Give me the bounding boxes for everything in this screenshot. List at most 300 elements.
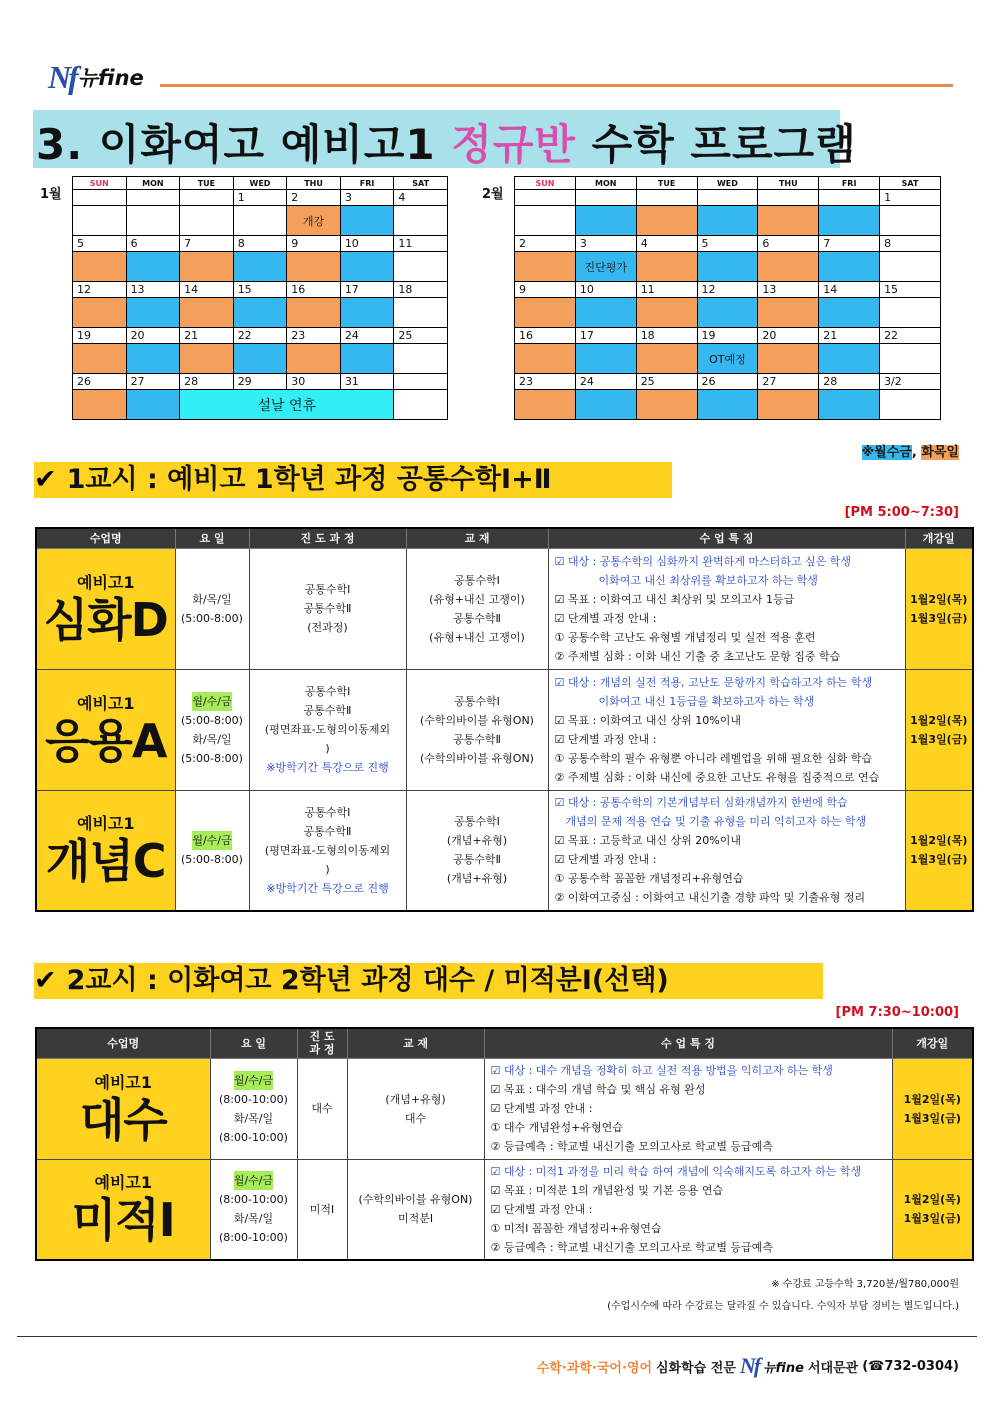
day-number: 8: [233, 236, 287, 252]
day-cell: [126, 344, 180, 374]
day-number: 14: [819, 282, 880, 298]
day-number: 3: [575, 236, 636, 252]
days-line: 화/목/일: [233, 1212, 274, 1226]
day-cell: [880, 252, 941, 282]
week-fill-row: [73, 390, 448, 420]
book-cell: [406, 548, 548, 669]
week-fill-row: [515, 206, 941, 236]
day-number: 7: [819, 236, 880, 252]
column-header: 수 업 특 징: [548, 528, 905, 548]
class-name: 개념C: [45, 834, 166, 889]
feature-line: 이화여고 내신 1등급을 확보하고자 하는 학생: [554, 694, 815, 708]
footer-label: 심화학습 전문: [656, 1360, 736, 1376]
day-cell: [180, 206, 234, 236]
day-cell: [880, 206, 941, 236]
day-number: 25: [636, 374, 697, 390]
feature-line: ① 공통수학의 필수 유형뿐 아니라 레벨업을 위해 필요한 심화 학습: [554, 751, 873, 765]
book-line: (수학의바이블 유형ON): [420, 713, 534, 727]
day-cell: [180, 344, 234, 374]
open-date: 1월3일(금): [903, 1111, 961, 1125]
weekday-fri: FRI: [819, 177, 880, 190]
weekday-wed: WED: [233, 177, 287, 190]
day-cell: [697, 298, 758, 328]
day-cell: [636, 206, 697, 236]
day-number: 8: [880, 236, 941, 252]
progress-line: 공통수학Ⅰ: [304, 685, 351, 698]
day-number: [515, 190, 576, 206]
days-line: (5:00-8:00): [181, 751, 243, 765]
day-number: 4: [636, 236, 697, 252]
column-header: 개강일: [892, 1028, 973, 1058]
section1-title: 1교시 : 예비고 1학년 과정 공통수학Ⅰ+Ⅱ: [66, 464, 552, 495]
book-line: (유형+내신 고쟁이): [429, 592, 525, 606]
class-name-cell: [36, 790, 175, 911]
weekday-thu: THU: [758, 177, 819, 190]
weekday-row: [73, 177, 448, 190]
day-number: 17: [340, 282, 394, 298]
book-line: (수학의바이블 유형ON): [358, 1193, 473, 1207]
day-number: [575, 190, 636, 206]
day-cell: [575, 344, 636, 374]
book-line: (수학의바이블 유형ON): [420, 751, 534, 765]
day-number: 20: [758, 328, 819, 344]
progress-note: ※방학기간 특강으로 진행: [266, 761, 389, 774]
holiday-cell: 설날 연휴: [180, 390, 394, 420]
class-name-cell: [36, 548, 175, 669]
day-number: 2: [515, 236, 576, 252]
title-part: 수학 프로그램: [576, 120, 857, 169]
day-cell: [73, 390, 127, 420]
book-line: 공통수학Ⅱ: [453, 611, 501, 625]
day-cell: [758, 252, 819, 282]
feature-line: ① 공통수학 고난도 유형별 개념정리 및 실전 적용 훈련: [554, 630, 816, 644]
progress-note: ※방학기간 특강으로 진행: [266, 881, 389, 895]
book-cell: [406, 669, 548, 790]
feature-line: 이화여고 내신 최상위를 확보하고자 하는 학생: [554, 573, 818, 587]
footer-branch: 서대문관: [807, 1360, 859, 1376]
week-number-row: [515, 328, 941, 344]
column-header: 개강일: [905, 528, 973, 548]
header-row: [36, 1028, 973, 1058]
days-line: (5:00-8:00): [181, 853, 243, 867]
book-line: 대수: [404, 1111, 427, 1125]
program-row: [36, 669, 973, 790]
weekday-sat: SAT: [394, 177, 448, 190]
day-cell: [575, 298, 636, 328]
week-number-row: [515, 190, 941, 206]
day-cell: [819, 252, 880, 282]
feature-line: ☑ 목표 : 미적분 1의 개념완성 및 기본 응용 연습: [490, 1183, 724, 1197]
day-number: 26: [73, 374, 127, 390]
legend-orange: 화목일: [921, 445, 959, 460]
day-number: 19: [73, 328, 127, 344]
day-number: [126, 190, 180, 206]
day-cell: [819, 344, 880, 374]
day-cell: [515, 390, 576, 420]
feature-line: ☑ 목표 : 이화여고 내신 상위 10%이내: [554, 713, 742, 727]
book-line: (개념+유형): [446, 872, 508, 886]
feature-line: ☑ 단계별 과정 안내 :: [490, 1202, 593, 1216]
feature-line: ☑ 대상 : 개념의 실전 적용, 고난도 문항까지 학습하고자 하는 학생: [554, 675, 873, 689]
class-name-cell: [36, 669, 175, 790]
book-cell: [347, 1159, 484, 1260]
week-fill-row: [515, 344, 941, 374]
day-number: 26: [697, 374, 758, 390]
footer-subjects: 수학·과학·국어·영어: [536, 1360, 652, 1376]
legend-mark: ※: [861, 445, 875, 460]
weekday-mon: MON: [126, 177, 180, 190]
day-number: 12: [697, 282, 758, 298]
days-cell: [175, 669, 249, 790]
column-header: 요 일: [210, 1028, 297, 1058]
day-number: 11: [636, 282, 697, 298]
day-cell: [73, 206, 127, 236]
day-number: [73, 190, 127, 206]
feature-line: ☑ 대상 : 공통수학의 기본개념부터 심화개념까지 한번에 학습: [554, 796, 848, 810]
weekday-tue: TUE: [180, 177, 234, 190]
day-number: 10: [340, 236, 394, 252]
day-cell: [233, 206, 287, 236]
column-header: 교 재: [406, 528, 548, 548]
column-header: 요 일: [175, 528, 249, 548]
feature-line: ☑ 목표 : 대수의 개념 학습 및 핵심 유형 완성: [490, 1083, 706, 1096]
day-cell: [515, 206, 576, 236]
week-number-row: [73, 374, 448, 390]
calendar-january: [72, 176, 448, 420]
progress-line: 공통수학Ⅰ: [304, 583, 351, 596]
days-line: 월/수/금: [192, 692, 231, 711]
check-icon: ✔: [34, 464, 57, 495]
days-line: 월/수/금: [192, 831, 231, 850]
day-cell: [819, 206, 880, 236]
feature-cell: [548, 548, 905, 669]
open-date: 1월3일(금): [910, 611, 968, 625]
legend-sep: ,: [911, 445, 922, 460]
day-number: 25: [394, 328, 448, 344]
days-line: 월/수/금: [234, 1071, 273, 1090]
weekday-sun: SUN: [73, 177, 127, 190]
weekday-wed: WED: [697, 177, 758, 190]
book-cell: [347, 1058, 484, 1159]
feature-line: ① 대수 개념완성+유형연습: [490, 1121, 623, 1134]
day-cell: [697, 390, 758, 420]
legend: [862, 441, 959, 460]
section2-header: [34, 963, 823, 999]
day-number: 24: [575, 374, 636, 390]
header-row: [36, 528, 973, 548]
day-cell: [575, 206, 636, 236]
week-number-row: [73, 190, 448, 206]
weekday-sat: SAT: [880, 177, 941, 190]
weekday-sun: SUN: [515, 177, 576, 190]
weekday-tue: TUE: [636, 177, 697, 190]
progress-cell: [249, 790, 406, 911]
open-date-cell: [905, 548, 973, 669]
day-number: 1: [880, 190, 941, 206]
day-number: [697, 190, 758, 206]
day-number: 7: [180, 236, 234, 252]
day-cell: [287, 298, 341, 328]
feature-cell: [484, 1159, 892, 1260]
open-date: 1월3일(금): [910, 853, 968, 867]
day-number: 16: [515, 328, 576, 344]
week-number-row: [515, 282, 941, 298]
day-number: [819, 190, 880, 206]
day-number: 5: [73, 236, 127, 252]
day-number: 15: [880, 282, 941, 298]
days-line: 화/목/일: [192, 592, 232, 606]
days-line: 월/수/금: [234, 1171, 273, 1190]
day-number: 18: [394, 282, 448, 298]
day-cell: [233, 298, 287, 328]
day-cell: [697, 252, 758, 282]
column-header: 수 업 특 징: [484, 1028, 892, 1058]
progress-line: ): [325, 862, 330, 876]
day-cell: [340, 298, 394, 328]
day-cell: [180, 298, 234, 328]
day-number: 9: [287, 236, 341, 252]
day-number: 27: [126, 374, 180, 390]
progress-line: ): [325, 742, 330, 755]
day-cell: [515, 298, 576, 328]
open-date: 1월2일(목): [910, 713, 968, 727]
class-name: 대수: [79, 1092, 167, 1147]
week-fill-row: [515, 252, 941, 282]
day-number: 6: [126, 236, 180, 252]
day-cell: [233, 344, 287, 374]
day-cell: [636, 298, 697, 328]
progress-line: (평면좌표-도형의이동제외: [264, 723, 391, 736]
check-icon: ✔: [34, 965, 57, 996]
day-number: 22: [233, 328, 287, 344]
progress-line: (전과정): [307, 621, 348, 634]
day-cell: [340, 206, 394, 236]
day-cell: [394, 298, 448, 328]
progress-line: 대수: [311, 1102, 333, 1115]
weekday-thu: THU: [287, 177, 341, 190]
open-date: 1월2일(목): [910, 834, 968, 848]
feature-line: ② 주제별 심화 : 이화 내신 기출 중 초고난도 문항 집중 학습: [554, 649, 841, 663]
footer-brand: 뉴fine: [763, 1360, 804, 1376]
feature-line: ② 등급예측 : 학교별 내신기출 모의고사로 학교별 등급예측: [490, 1240, 773, 1254]
feb-label: 2월: [482, 187, 504, 202]
day-number: 2: [287, 190, 341, 206]
progress-line: (평면좌표-도형의이동제외: [264, 843, 391, 857]
day-cell: [575, 390, 636, 420]
column-header: 교 재: [347, 1028, 484, 1058]
day-cell: [758, 390, 819, 420]
days-cell: [210, 1058, 297, 1159]
class-grade: 예비고1: [76, 814, 135, 834]
class-grade: 예비고1: [94, 1072, 152, 1092]
day-number: 21: [180, 328, 234, 344]
class-name: 응용A: [45, 713, 167, 768]
class-name: 심화D: [43, 592, 168, 647]
book-line: 미적분Ⅰ: [397, 1212, 434, 1226]
day-cell: [340, 344, 394, 374]
column-header: 진 도 과 정: [249, 528, 406, 548]
title-part: 3. 이화여고 예비고1: [36, 120, 452, 169]
feature-line: ② 주제별 심화 : 이화 내신에 중요한 고난도 유형을 집중적으로 연습: [554, 770, 880, 784]
day-cell: [636, 344, 697, 374]
day-number: 4: [394, 190, 448, 206]
day-cell: [880, 344, 941, 374]
book-line: 공통수학Ⅱ: [453, 853, 501, 867]
day-cell: [73, 344, 127, 374]
title-highlight: 정규반: [451, 120, 576, 169]
week-fill-row: [515, 390, 941, 420]
calendar-february: [514, 176, 941, 420]
day-cell: [126, 252, 180, 282]
day-number: 17: [575, 328, 636, 344]
days-line: 화/목/일: [192, 732, 232, 746]
fee-note: ※ 수강료 고등수학 3,720분/월780,000원: [771, 1279, 959, 1290]
week-fill-row: [73, 298, 448, 328]
week-fill-row: [73, 252, 448, 282]
day-number: 11: [394, 236, 448, 252]
section2-table: [35, 1027, 974, 1261]
class-grade: 예비고1: [94, 1173, 152, 1193]
day-cell: [394, 252, 448, 282]
feature-line: ☑ 대상 : 공통수학의 심화까지 완벽하게 마스터하고 싶은 학생: [554, 554, 852, 568]
open-date: 1월2일(목): [903, 1092, 961, 1106]
day-number: 22: [880, 328, 941, 344]
feature-cell: [548, 669, 905, 790]
feature-line: ☑ 목표 : 고등학교 내신 상위 20%이내: [554, 834, 742, 848]
progress-line: 공통수학Ⅱ: [303, 704, 352, 717]
day-cell: [394, 206, 448, 236]
open-date-cell: [905, 669, 973, 790]
day-cell: [880, 390, 941, 420]
day-cell: [819, 298, 880, 328]
day-number: 23: [515, 374, 576, 390]
class-name: 미적Ⅰ: [71, 1193, 175, 1248]
book-line: 공통수학Ⅱ: [453, 732, 501, 746]
days-line: (8:00-10:00): [219, 1231, 288, 1245]
section1-time: [PM 5:00~7:30]: [844, 505, 959, 520]
day-number: 30: [287, 374, 341, 390]
weekday-mon: MON: [575, 177, 636, 190]
week-fill-row: [73, 344, 448, 374]
progress-line: 미적Ⅰ: [309, 1202, 335, 1216]
day-cell: [819, 390, 880, 420]
feature-line: ☑ 단계별 과정 안내 :: [554, 853, 657, 867]
days-cell: [175, 790, 249, 911]
day-number: 13: [126, 282, 180, 298]
section2-title: 2교시 : 이화여고 2학년 과정 대수 / 미적분Ⅰ(선택): [66, 965, 669, 996]
day-cell: 개강: [287, 206, 341, 236]
progress-cell: [249, 669, 406, 790]
week-fill-row: [515, 298, 941, 328]
section2-time: [PM 7:30~10:00]: [835, 1005, 959, 1020]
book-cell: [406, 790, 548, 911]
day-number: 16: [287, 282, 341, 298]
open-date: 1월3일(금): [910, 732, 968, 746]
legend-blue: 월수금: [874, 445, 912, 460]
feature-line: 개념의 문제 적용 연습 및 기출 유형을 미리 익히고자 하는 학생: [554, 815, 867, 829]
day-cell: [636, 252, 697, 282]
day-number: 10: [575, 282, 636, 298]
book-line: 공통수학Ⅰ: [454, 573, 500, 587]
day-number: 28: [819, 374, 880, 390]
progress-cell: [297, 1159, 347, 1260]
day-cell: [126, 390, 180, 420]
progress-line: 공통수학Ⅱ: [303, 602, 352, 615]
logo: [48, 58, 160, 96]
day-number: 14: [180, 282, 234, 298]
day-number: 3: [340, 190, 394, 206]
feature-line: ② 등급예측 : 학교별 내신기출 모의고사로 학교별 등급예측: [490, 1140, 773, 1153]
day-number: 29: [233, 374, 287, 390]
day-number: 5: [697, 236, 758, 252]
progress-line: 공통수학Ⅱ: [303, 824, 352, 838]
feature-line: ☑ 단계별 과정 안내 :: [554, 611, 657, 625]
days-cell: [175, 548, 249, 669]
footer: [537, 1353, 959, 1379]
day-number: [758, 190, 819, 206]
week-fill-row: [73, 206, 448, 236]
open-date-cell: [892, 1159, 973, 1260]
feature-line: ☑ 목표 : 이화여고 내신 최상위 및 모의고사 1등급: [554, 592, 795, 606]
day-cell: [180, 252, 234, 282]
program-row: [36, 1159, 973, 1260]
header-divider: [160, 84, 953, 87]
day-number: [180, 190, 234, 206]
days-line: (8:00-10:00): [219, 1130, 288, 1144]
logo-mark: Nf: [48, 58, 76, 95]
feature-line: ☑ 대상 : 미적1 과정을 미리 학습 하여 개념에 익숙해지도록 하고자 하는 학생: [490, 1164, 862, 1178]
day-number: [636, 190, 697, 206]
weekday-row: [515, 177, 941, 190]
day-number: 28: [180, 374, 234, 390]
day-number: 13: [758, 282, 819, 298]
feature-cell: [484, 1058, 892, 1159]
open-date: 1월2일(목): [910, 592, 968, 606]
day-number: 24: [340, 328, 394, 344]
column-header: 진 도 과 정: [297, 1028, 347, 1058]
day-cell: [287, 344, 341, 374]
day-number: 9: [515, 282, 576, 298]
day-cell: [126, 206, 180, 236]
week-number-row: [515, 236, 941, 252]
days-line: (5:00-8:00): [181, 611, 243, 625]
column-header: 수업명: [36, 1028, 210, 1058]
fee-disclaimer: (수업시수에 따라 수강료는 달라질 수 있습니다. 수익자 부담 경비는 별도입니다.): [607, 1301, 959, 1312]
feature-line: ② 이화여고중심 : 이화여고 내신기출 경향 파악 및 기출유형 정리: [554, 891, 866, 905]
progress-cell: [249, 548, 406, 669]
open-date-cell: [892, 1058, 973, 1159]
day-cell: OT예정: [697, 344, 758, 374]
day-number: 19: [697, 328, 758, 344]
page-title: [36, 112, 857, 172]
day-cell: [287, 252, 341, 282]
progress-line: 공통수학Ⅰ: [304, 805, 351, 819]
days-line: (8:00-10:00): [219, 1193, 288, 1207]
program-row: [36, 1058, 973, 1159]
days-cell: [210, 1159, 297, 1260]
day-number: 3/2: [880, 374, 941, 390]
day-number: 20: [126, 328, 180, 344]
week-number-row: [73, 236, 448, 252]
footer-divider: [17, 1336, 977, 1337]
class-name-cell: [36, 1159, 210, 1260]
day-number: [394, 374, 448, 390]
day-cell: 진단평가: [575, 252, 636, 282]
book-line: (유형+내신 고쟁이): [429, 630, 525, 644]
week-number-row: [515, 374, 941, 390]
open-date: 1월2일(목): [903, 1193, 961, 1207]
feature-cell: [548, 790, 905, 911]
